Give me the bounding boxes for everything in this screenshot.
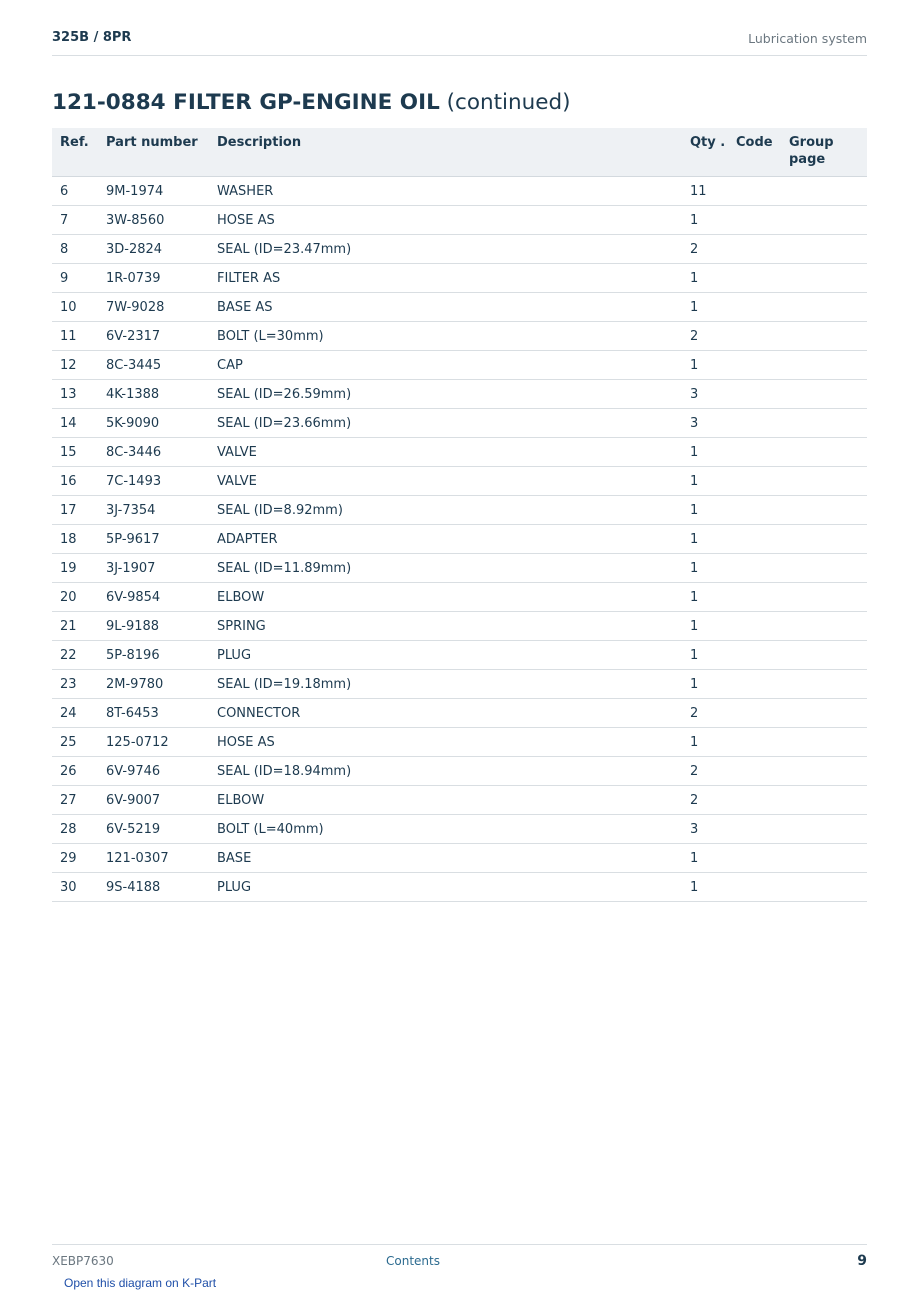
cell-group-page: [789, 699, 867, 728]
table-row: [52, 815, 867, 844]
column-header-qty: Qty .: [690, 128, 736, 177]
cell-qty: 1: [690, 873, 736, 902]
cell-ref: 30: [52, 873, 106, 902]
cell-part-number: 4K-1388: [106, 380, 217, 409]
cell-part-number: 5P-8196: [106, 641, 217, 670]
cell-group-page: [789, 235, 867, 264]
cell-group-page: [789, 786, 867, 815]
cell-description: PLUG: [217, 641, 690, 670]
cell-qty: 1: [690, 438, 736, 467]
cell-ref: 12: [52, 351, 106, 380]
cell-part-number: 6V-9746: [106, 757, 217, 786]
table-row: [52, 612, 867, 641]
cell-description: SEAL (ID=23.66mm): [217, 409, 690, 438]
cell-ref: 8: [52, 235, 106, 264]
cell-part-number: 8C-3445: [106, 351, 217, 380]
table-row: [52, 380, 867, 409]
cell-part-number: 5K-9090: [106, 409, 217, 438]
section-name: Lubrication system: [748, 31, 867, 46]
cell-part-number: 6V-9007: [106, 786, 217, 815]
cell-description: BASE AS: [217, 293, 690, 322]
cell-description: SPRING: [217, 612, 690, 641]
cell-description: CAP: [217, 351, 690, 380]
cell-part-number: 125-0712: [106, 728, 217, 757]
cell-code: [736, 525, 789, 554]
cell-ref: 28: [52, 815, 106, 844]
cell-ref: 24: [52, 699, 106, 728]
cell-group-page: [789, 496, 867, 525]
cell-part-number: 9L-9188: [106, 612, 217, 641]
parts-table: [52, 128, 867, 902]
cell-description: SEAL (ID=23.47mm): [217, 235, 690, 264]
cell-description: BASE: [217, 844, 690, 873]
cell-group-page: [789, 728, 867, 757]
cell-description: SEAL (ID=11.89mm): [217, 554, 690, 583]
cell-group-page: [789, 641, 867, 670]
cell-code: [736, 873, 789, 902]
cell-group-page: [789, 264, 867, 293]
page-number: 9: [857, 1253, 867, 1269]
cell-group-page: [789, 670, 867, 699]
cell-group-page: [789, 322, 867, 351]
cell-qty: 1: [690, 206, 736, 235]
table-row: [52, 757, 867, 786]
cell-group-page: [789, 467, 867, 496]
table-row: [52, 264, 867, 293]
cell-description: VALVE: [217, 438, 690, 467]
cell-group-page: [789, 873, 867, 902]
cell-code: [736, 786, 789, 815]
cell-qty: 2: [690, 322, 736, 351]
column-header-part-number: Part number: [106, 128, 217, 177]
cell-qty: 1: [690, 496, 736, 525]
cell-part-number: 1R-0739: [106, 264, 217, 293]
model-label: 325B / 8PR: [52, 30, 132, 45]
cell-ref: 19: [52, 554, 106, 583]
cell-ref: 20: [52, 583, 106, 612]
cell-part-number: 3J-1907: [106, 554, 217, 583]
cell-ref: 23: [52, 670, 106, 699]
cell-ref: 15: [52, 438, 106, 467]
cell-ref: 29: [52, 844, 106, 873]
column-header-ref: Ref.: [52, 128, 106, 177]
cell-part-number: 3W-8560: [106, 206, 217, 235]
column-header-group-page: Group page: [789, 128, 867, 177]
cell-ref: 25: [52, 728, 106, 757]
cell-code: [736, 438, 789, 467]
cell-part-number: 3D-2824: [106, 235, 217, 264]
cell-part-number: 2M-9780: [106, 670, 217, 699]
table-row: [52, 235, 867, 264]
table-row: [52, 438, 867, 467]
table-row: [52, 467, 867, 496]
table-row: [52, 554, 867, 583]
cell-ref: 10: [52, 293, 106, 322]
cell-code: [736, 264, 789, 293]
cell-group-page: [789, 380, 867, 409]
cell-description: SEAL (ID=26.59mm): [217, 380, 690, 409]
table-row: [52, 525, 867, 554]
cell-ref: 26: [52, 757, 106, 786]
cell-description: CONNECTOR: [217, 699, 690, 728]
table-row: [52, 583, 867, 612]
cell-qty: 1: [690, 525, 736, 554]
cell-qty: 1: [690, 612, 736, 641]
table-row: [52, 670, 867, 699]
page-footer: [52, 1244, 867, 1275]
cell-ref: 18: [52, 525, 106, 554]
cell-group-page: [789, 206, 867, 235]
cell-qty: 2: [690, 757, 736, 786]
cell-part-number: 121-0307: [106, 844, 217, 873]
cell-code: [736, 293, 789, 322]
cell-group-page: [789, 612, 867, 641]
cell-group-page: [789, 351, 867, 380]
table-body: [52, 177, 867, 902]
cell-part-number: 3J-7354: [106, 496, 217, 525]
cell-code: [736, 757, 789, 786]
cell-description: SEAL (ID=18.94mm): [217, 757, 690, 786]
cell-part-number: 8T-6453: [106, 699, 217, 728]
title-main: 121-0884 FILTER GP-ENGINE OIL: [52, 90, 440, 115]
cell-ref: 22: [52, 641, 106, 670]
cell-ref: 11: [52, 322, 106, 351]
cell-ref: 21: [52, 612, 106, 641]
cell-qty: 1: [690, 728, 736, 757]
cell-description: PLUG: [217, 873, 690, 902]
cell-code: [736, 554, 789, 583]
cell-qty: 2: [690, 699, 736, 728]
table-row: [52, 177, 867, 206]
column-header-description: Description: [217, 128, 690, 177]
cell-part-number: 6V-5219: [106, 815, 217, 844]
cell-part-number: 9S-4188: [106, 873, 217, 902]
cell-description: ELBOW: [217, 583, 690, 612]
cell-code: [736, 612, 789, 641]
cell-qty: 1: [690, 264, 736, 293]
cell-code: [736, 322, 789, 351]
cell-description: ELBOW: [217, 786, 690, 815]
cell-ref: 14: [52, 409, 106, 438]
table-row: [52, 641, 867, 670]
table-row: [52, 496, 867, 525]
cell-group-page: [789, 757, 867, 786]
cell-description: ADAPTER: [217, 525, 690, 554]
cell-qty: 1: [690, 641, 736, 670]
contents-link[interactable]: Contents: [386, 1254, 440, 1268]
cell-code: [736, 728, 789, 757]
cell-code: [736, 844, 789, 873]
cell-ref: 13: [52, 380, 106, 409]
cell-code: [736, 177, 789, 206]
cell-description: SEAL (ID=8.92mm): [217, 496, 690, 525]
title-suffix: (continued): [439, 90, 571, 115]
cell-description: VALVE: [217, 467, 690, 496]
cell-qty: 1: [690, 293, 736, 322]
cell-qty: 1: [690, 467, 736, 496]
cell-group-page: [789, 293, 867, 322]
page-header: [52, 28, 867, 56]
cell-part-number: 9M-1974: [106, 177, 217, 206]
cell-part-number: 7C-1493: [106, 467, 217, 496]
cell-description: FILTER AS: [217, 264, 690, 293]
cell-code: [736, 641, 789, 670]
cell-description: BOLT (L=40mm): [217, 815, 690, 844]
cell-qty: 11: [690, 177, 736, 206]
cell-group-page: [789, 554, 867, 583]
cell-qty: 1: [690, 583, 736, 612]
table-row: [52, 786, 867, 815]
cell-ref: 16: [52, 467, 106, 496]
cell-code: [736, 496, 789, 525]
cell-code: [736, 206, 789, 235]
cell-code: [736, 235, 789, 264]
cell-part-number: 8C-3446: [106, 438, 217, 467]
cell-ref: 9: [52, 264, 106, 293]
column-header-code: Code: [736, 128, 789, 177]
cell-description: BOLT (L=30mm): [217, 322, 690, 351]
cell-code: [736, 380, 789, 409]
cell-code: [736, 409, 789, 438]
cell-qty: 3: [690, 380, 736, 409]
cell-part-number: 6V-2317: [106, 322, 217, 351]
cell-group-page: [789, 409, 867, 438]
table-row: [52, 873, 867, 902]
cell-qty: 1: [690, 670, 736, 699]
cell-qty: 1: [690, 554, 736, 583]
table-row: [52, 409, 867, 438]
cell-ref: 7: [52, 206, 106, 235]
cell-group-page: [789, 583, 867, 612]
cell-qty: 1: [690, 351, 736, 380]
table-row: [52, 351, 867, 380]
cell-qty: 3: [690, 815, 736, 844]
cell-ref: 27: [52, 786, 106, 815]
cell-code: [736, 670, 789, 699]
table-row: [52, 322, 867, 351]
table-header-row: [52, 128, 867, 177]
page-title: [52, 90, 571, 115]
cell-description: WASHER: [217, 177, 690, 206]
cell-qty: 3: [690, 409, 736, 438]
table-row: [52, 699, 867, 728]
cell-code: [736, 699, 789, 728]
cell-ref: 17: [52, 496, 106, 525]
cell-qty: 1: [690, 844, 736, 873]
cell-description: HOSE AS: [217, 728, 690, 757]
table-row: [52, 293, 867, 322]
cell-code: [736, 351, 789, 380]
cell-code: [736, 815, 789, 844]
cell-description: SEAL (ID=19.18mm): [217, 670, 690, 699]
cell-group-page: [789, 177, 867, 206]
cell-group-page: [789, 815, 867, 844]
cell-qty: 2: [690, 786, 736, 815]
cell-qty: 2: [690, 235, 736, 264]
document-code: XEBP7630: [52, 1254, 114, 1268]
cell-part-number: 5P-9617: [106, 525, 217, 554]
cell-group-page: [789, 844, 867, 873]
table-row: [52, 728, 867, 757]
table-row: [52, 844, 867, 873]
cell-part-number: 6V-9854: [106, 583, 217, 612]
cell-code: [736, 467, 789, 496]
open-kpart-link[interactable]: Open this diagram on K-Part: [64, 1276, 217, 1290]
table-row: [52, 206, 867, 235]
cell-part-number: 7W-9028: [106, 293, 217, 322]
cell-group-page: [789, 525, 867, 554]
cell-group-page: [789, 438, 867, 467]
cell-description: HOSE AS: [217, 206, 690, 235]
cell-code: [736, 583, 789, 612]
cell-ref: 6: [52, 177, 106, 206]
